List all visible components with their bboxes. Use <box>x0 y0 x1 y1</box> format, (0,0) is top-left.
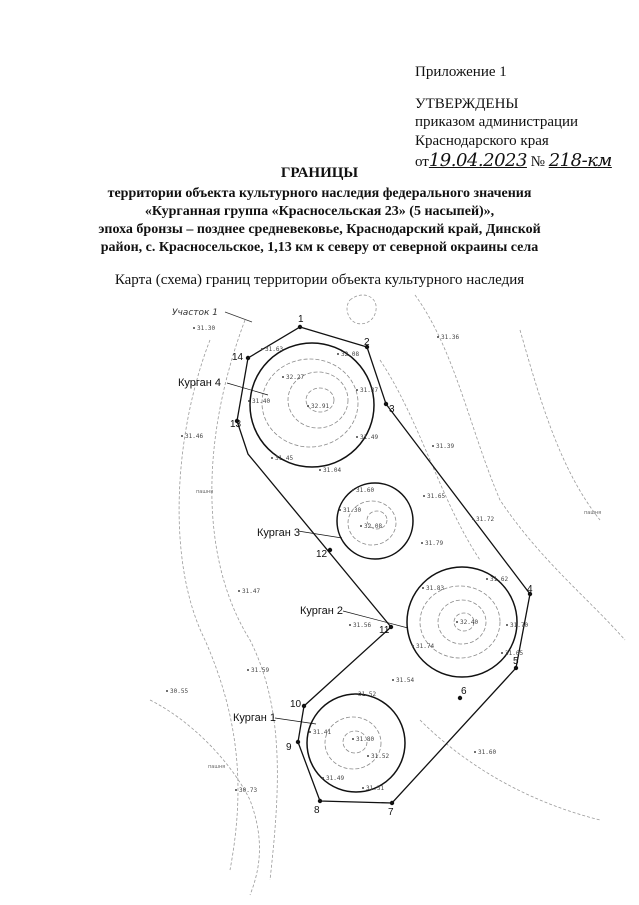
document-title: ГРАНИЦЫ <box>280 165 359 181</box>
elevation-dot <box>437 336 439 338</box>
elevation-dot <box>354 693 356 695</box>
boundary-point-1 <box>298 325 302 329</box>
elevation-dot <box>166 690 168 692</box>
mound-4-leader <box>227 383 268 395</box>
elevation-dot <box>412 645 414 647</box>
mound-3-leader <box>298 531 342 538</box>
boundary-point-9 <box>296 740 300 744</box>
elevation-dot <box>392 679 394 681</box>
elevation-dot <box>247 669 249 671</box>
approved-label: УТВЕРЖДЕНЫ <box>415 96 519 112</box>
subtitle-line-2: «Курганная группа «Красносельская 23» (5 насыпей)», <box>144 204 495 219</box>
point-number-10: 10 <box>290 699 302 710</box>
elevation-dot <box>367 755 369 757</box>
elevation-dot <box>352 738 354 740</box>
point-number-11: 11 <box>379 625 390 636</box>
subtitle-line-3: эпоха бронзы – позднее средневековье, Краснодарский край, Динской <box>98 222 541 237</box>
point-number-14: 14 <box>232 352 244 363</box>
elevation-mark: 31.04 <box>323 467 342 474</box>
elevation-mark: 31.79 <box>425 540 444 547</box>
mound-1-circle <box>307 694 405 792</box>
elevation-mark: 31.60 <box>478 749 497 756</box>
elevation-dot <box>486 578 488 580</box>
elevation-mark: 30.73 <box>239 787 258 794</box>
boundary-point-12 <box>328 548 332 552</box>
elevation-mark: 32.91 <box>311 403 330 410</box>
elevation-dot <box>282 376 284 378</box>
mound-3-label: Курган 3 <box>257 527 301 539</box>
elevation-mark: 31.63 <box>265 346 284 353</box>
elevation-mark: 30.55 <box>170 688 189 695</box>
mound-4-label: Курган 4 <box>178 377 222 389</box>
elevation-mark: 31.36 <box>441 334 460 341</box>
boundary-point-11 <box>389 625 393 629</box>
boundary-point-14 <box>246 356 250 360</box>
point-number-5: 5 <box>513 656 519 667</box>
elevation-mark: 31.49 <box>326 775 345 782</box>
elevation-mark: 31.62 <box>490 576 509 583</box>
elevation-dot <box>472 518 474 520</box>
boundary-point-10 <box>302 704 306 708</box>
appendix-label: Приложение 1 <box>415 64 507 80</box>
mound-1-label: Курган 1 <box>233 712 277 724</box>
boundary-point-3 <box>384 402 388 406</box>
elevation-mark: 31.56 <box>353 622 372 629</box>
elevation-dot <box>235 789 237 791</box>
plot-label-leader <box>225 312 252 322</box>
field-note: пашня <box>208 764 226 770</box>
boundary-point-8 <box>318 799 322 803</box>
point-number-7: 7 <box>388 807 394 818</box>
plot-label: Участок 1 <box>172 308 219 318</box>
elevation-mark: 31.39 <box>436 443 455 450</box>
elevation-mark: 32.40 <box>460 619 479 626</box>
point-number-6: 6 <box>461 686 467 697</box>
elevation-dot <box>322 777 324 779</box>
region-line: Краснодарского края <box>415 133 549 149</box>
elevation-mark: 31.30 <box>343 507 362 514</box>
elevation-dot <box>356 389 358 391</box>
elevation-dot <box>238 590 240 592</box>
elevation-dot <box>506 624 508 626</box>
elevation-dot <box>423 495 425 497</box>
elevation-mark: 31.40 <box>252 398 271 405</box>
elevation-dot <box>352 489 354 491</box>
elevation-dot <box>422 587 424 589</box>
elevation-dot <box>337 353 339 355</box>
elevation-dot <box>181 435 183 437</box>
elevation-mark: 31.37 <box>360 387 379 394</box>
elevation-dot <box>307 405 309 407</box>
elevation-mark: 31.80 <box>356 736 375 743</box>
number-prefix: № <box>530 154 545 170</box>
elevation-mark: 31.65 <box>505 650 524 657</box>
subtitle-line-1: территории объекта культурного наследия федерального значения <box>107 186 532 201</box>
elevation-mark: 31.65 <box>427 493 446 500</box>
elevation-dot <box>456 621 458 623</box>
elevation-dot <box>474 751 476 753</box>
point-number-9: 9 <box>286 742 292 753</box>
elevation-mark: 31.30 <box>197 325 216 332</box>
elevation-mark: 32.08 <box>364 523 383 530</box>
elevation-mark: 31.52 <box>371 753 390 760</box>
field-note: пашня <box>196 489 214 495</box>
mound-1-leader <box>275 718 316 724</box>
elevation-mark: 31.83 <box>426 585 445 592</box>
elevation-mark: 32.08 <box>341 351 360 358</box>
elevation-dot <box>309 731 311 733</box>
map-caption: Карта (схема) границ территории объекта культурного наследия <box>114 272 525 288</box>
point-number-12: 12 <box>316 549 328 560</box>
elevation-mark: 31.74 <box>416 643 435 650</box>
point-number-8: 8 <box>314 805 320 816</box>
contour-lines <box>150 295 625 895</box>
elevation-dot <box>432 445 434 447</box>
elevation-mark: 31.41 <box>313 729 332 736</box>
elevation-mark: 31.51 <box>366 785 385 792</box>
elevation-dot <box>248 400 250 402</box>
territory-boundary-polygon <box>237 327 530 803</box>
date-prefix: от <box>415 154 429 170</box>
boundary-point-7 <box>390 801 394 805</box>
elevation-dot <box>349 624 351 626</box>
elevation-mark: 31.49 <box>360 434 379 441</box>
small-closed-contour <box>347 295 376 324</box>
elevation-dot <box>319 469 321 471</box>
handwritten-number: 218-км <box>548 150 612 171</box>
point-number-1: 1 <box>298 314 304 325</box>
elevation-mark: 31.72 <box>476 516 495 523</box>
elevation-mark: 32.27 <box>286 374 305 381</box>
order-line: приказом администрации <box>415 114 579 130</box>
elevation-mark: 31.54 <box>396 677 415 684</box>
elevation-mark: 31.70 <box>510 622 529 629</box>
point-number-13: 13 <box>230 419 242 430</box>
elevation-mark: 31.45 <box>275 455 294 462</box>
elevation-mark: 31.46 <box>185 433 204 440</box>
elevation-dot <box>360 525 362 527</box>
elevation-dot <box>501 652 503 654</box>
point-number-3: 3 <box>389 404 395 415</box>
elevation-mark: 31.52 <box>358 691 377 698</box>
subtitle-line-4: район, с. Красносельское, 1,13 км к северу от северной окраины села <box>100 240 539 255</box>
elevation-dot <box>362 787 364 789</box>
elevation-dot <box>421 542 423 544</box>
elevation-dot <box>271 457 273 459</box>
elevation-dot <box>193 327 195 329</box>
point-number-2: 2 <box>364 337 370 348</box>
elevation-dot <box>261 348 263 350</box>
elevation-mark: 31.59 <box>251 667 270 674</box>
elevation-mark: 31.60 <box>356 487 375 494</box>
elevation-mark: 31.47 <box>242 588 261 595</box>
handwritten-date: 19.04.2023 <box>428 150 527 171</box>
elevation-dot <box>356 436 358 438</box>
mound-2-label: Курган 2 <box>300 605 344 617</box>
point-number-4: 4 <box>527 584 533 595</box>
field-note: пашня <box>584 510 602 516</box>
elevation-dot <box>339 509 341 511</box>
